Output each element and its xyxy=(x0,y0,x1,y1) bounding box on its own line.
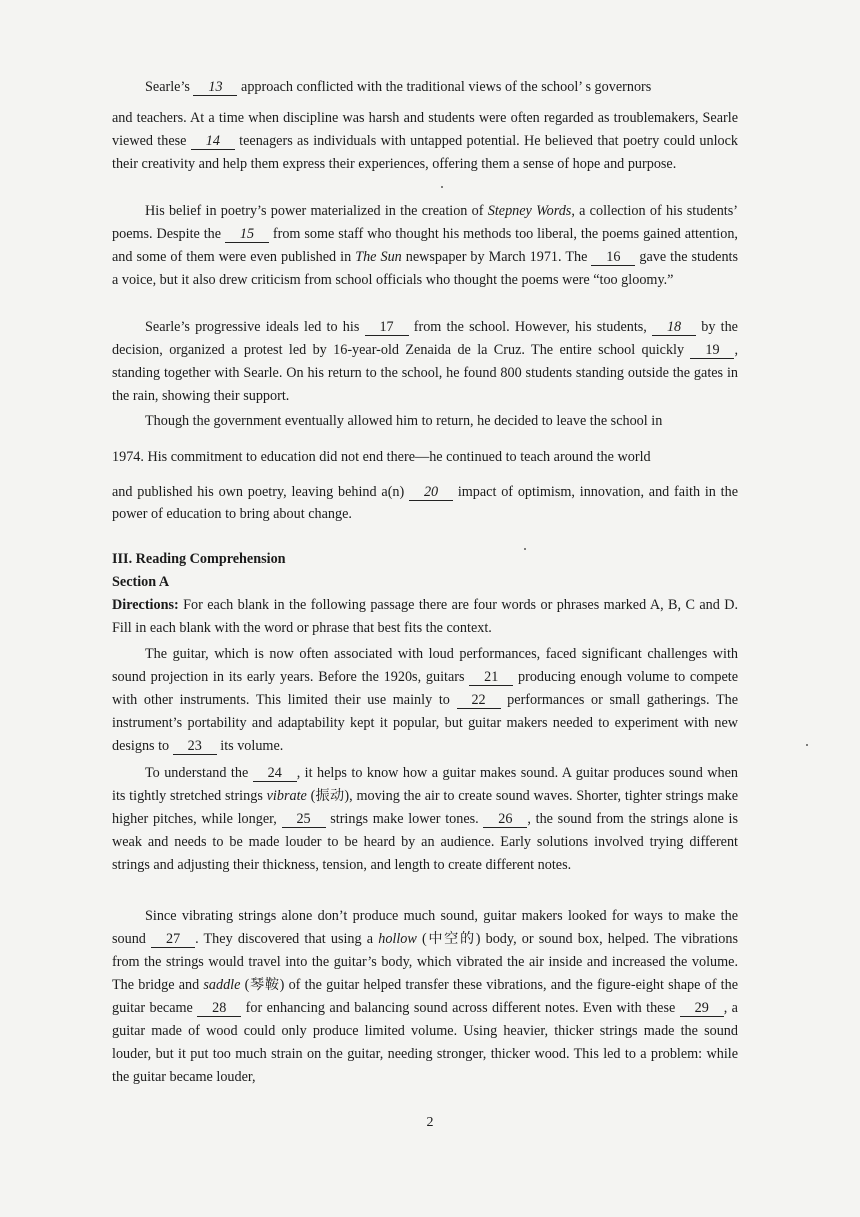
glossed-term: saddle xyxy=(203,977,241,993)
text: , standing together with Searle. On his return to the school, he found 800 students standing outside the gates in the rain, showing their support. xyxy=(112,342,738,404)
text: The guitar, which is now often associated with loud performances, faced significant challenges with sound projection in its early years. Before the 1920s, guitars xyxy=(112,646,738,685)
blank-27: 27 xyxy=(151,932,195,948)
text: by the decision, organized a protest led by 16-year-old Zenaida de la Cruz. The entire school quickly xyxy=(112,319,738,358)
text: Searle’s progressive ideals led to his xyxy=(145,319,365,335)
text: body, or sound box, helped. The vibrations from the strings would travel into the guitar’s body, which vibrated the air inside and increased the volume. The bridge and xyxy=(112,931,739,993)
text: approach conflicted with the traditional views of the school’ s governors xyxy=(237,79,652,95)
continuation-paragraph-3 xyxy=(112,316,738,408)
text: To understand the xyxy=(145,765,253,781)
blank-28: 28 xyxy=(197,1001,241,1017)
scan-speck xyxy=(806,744,808,746)
blank-13: 13 xyxy=(193,80,237,96)
text: , moving the air to create sound waves. Shorter, tighter strings make higher pitches, while longer, xyxy=(112,788,739,827)
blank-20: 20 xyxy=(409,485,453,501)
text: strings make lower tones. xyxy=(325,811,484,827)
blank-26: 26 xyxy=(483,812,527,828)
text: 1974. His commitment to education did not end there—he continued to teach around the world xyxy=(112,449,651,465)
blank-16: 16 xyxy=(591,250,635,266)
blank-25: 25 xyxy=(282,812,326,828)
blank-19: 19 xyxy=(690,343,734,359)
passage-paragraph-3 xyxy=(112,905,738,1089)
blank-15: 15 xyxy=(225,227,269,243)
text: impact of optimism, innovation, and faith in the power of education to bring about change. xyxy=(112,484,738,522)
text: Since vibrating strings alone don’t produce much sound, guitar makers looked for ways to make the sound xyxy=(112,908,738,947)
gloss: (中空的) xyxy=(416,931,481,947)
text: performances or small gatherings. The instrument’s portability and adaptability kept it popular, but guitar makers needed to experiment with new designs to xyxy=(112,692,739,754)
blank-14: 14 xyxy=(191,134,235,150)
blank-29: 29 xyxy=(680,1001,724,1017)
text: and published his own poetry, leaving behind a(n) xyxy=(112,484,410,500)
book-title: Stepney Words xyxy=(487,203,572,219)
glossed-term: hollow xyxy=(378,931,417,947)
text: His belief in poetry’s power materialized in the creation of xyxy=(145,203,488,219)
blank-17: 17 xyxy=(365,320,409,336)
passage-paragraph-1 xyxy=(112,643,738,758)
page-number: 2 xyxy=(426,1115,434,1130)
line xyxy=(112,446,738,468)
text: gave the students a voice, but it also drew criticism from school officials who thought the poems were “too gloomy.” xyxy=(112,249,739,288)
section-header xyxy=(112,548,738,640)
section-heading: III. Reading Comprehension xyxy=(112,551,286,567)
gloss: (振动) xyxy=(306,788,350,804)
text: , a collection of his students’ poems. Despite the xyxy=(112,203,738,242)
text: Searle’s xyxy=(145,79,194,95)
text: from the school. However, his students, xyxy=(408,319,653,335)
text: of the guitar helped transfer these vibrations, and the figure-eight shape of the guitar became xyxy=(112,977,738,1016)
blank-22: 22 xyxy=(457,693,501,709)
text: and teachers. At a time when discipline was harsh and students were often regarded as troublemakers, Searle viewed these xyxy=(112,110,738,149)
text: , the sound from the strings alone is weak and needs to be made louder to be heard by an audience. Early solutions involved trying different strings and adjusting their thickness, tension, and length to create different notes. xyxy=(112,811,738,873)
directions-label: Directions: xyxy=(112,597,179,613)
text: from some staff who thought his methods too liberal, the poems gained attention, and some of them were even published in xyxy=(112,226,738,265)
line xyxy=(112,481,738,525)
text: its volume. xyxy=(216,738,284,754)
directions-text: For each blank in the following passage there are four words or phrases marked A, B, C and D. Fill in each blank with the word or phrase that best fits the context. xyxy=(112,597,738,636)
text: , a guitar made of wood could only produce limited volume. Using heavier, thicker strings made the sound louder, but it put too much strain on the guitar, needing stronger, thicker wood. This led to a problem: while the guitar became louder, xyxy=(112,1000,738,1085)
text: teenagers as individuals with untapped potential. He believed that poetry could unlock their creativity and help them express their experiences, offering them a sense of hope and purpose. xyxy=(112,133,739,172)
scan-speck xyxy=(524,548,526,550)
blank-24: 24 xyxy=(253,766,297,782)
gloss: (琴鞍) xyxy=(240,977,285,993)
text: . They discovered that using a xyxy=(195,931,379,947)
continuation-paragraph-1 xyxy=(112,76,738,176)
text: , it helps to know how a guitar makes sound. A guitar produces sound when its tightly stretched strings xyxy=(112,765,738,804)
text: producing enough volume to compete with other instruments. This limited their use mainly to xyxy=(112,669,738,708)
directions xyxy=(112,594,738,640)
continuation-paragraph-4 xyxy=(112,410,738,525)
scan-speck xyxy=(441,186,443,188)
line xyxy=(112,410,738,432)
text: newspaper by March 1971. The xyxy=(401,249,592,265)
continuation-paragraph-2 xyxy=(112,200,738,292)
text: Though the government eventually allowed him to return, he decided to leave the school in xyxy=(145,413,663,429)
blank-18: 18 xyxy=(652,320,696,336)
blank-23: 23 xyxy=(173,739,217,755)
newspaper-title: The Sun xyxy=(355,249,402,265)
glossed-term: vibrate xyxy=(266,788,307,804)
text: for enhancing and balancing sound across different notes. Even with these xyxy=(241,1000,680,1016)
section-subheading: Section A xyxy=(112,574,170,590)
passage-paragraph-2 xyxy=(112,762,738,877)
blank-21: 21 xyxy=(469,670,513,686)
